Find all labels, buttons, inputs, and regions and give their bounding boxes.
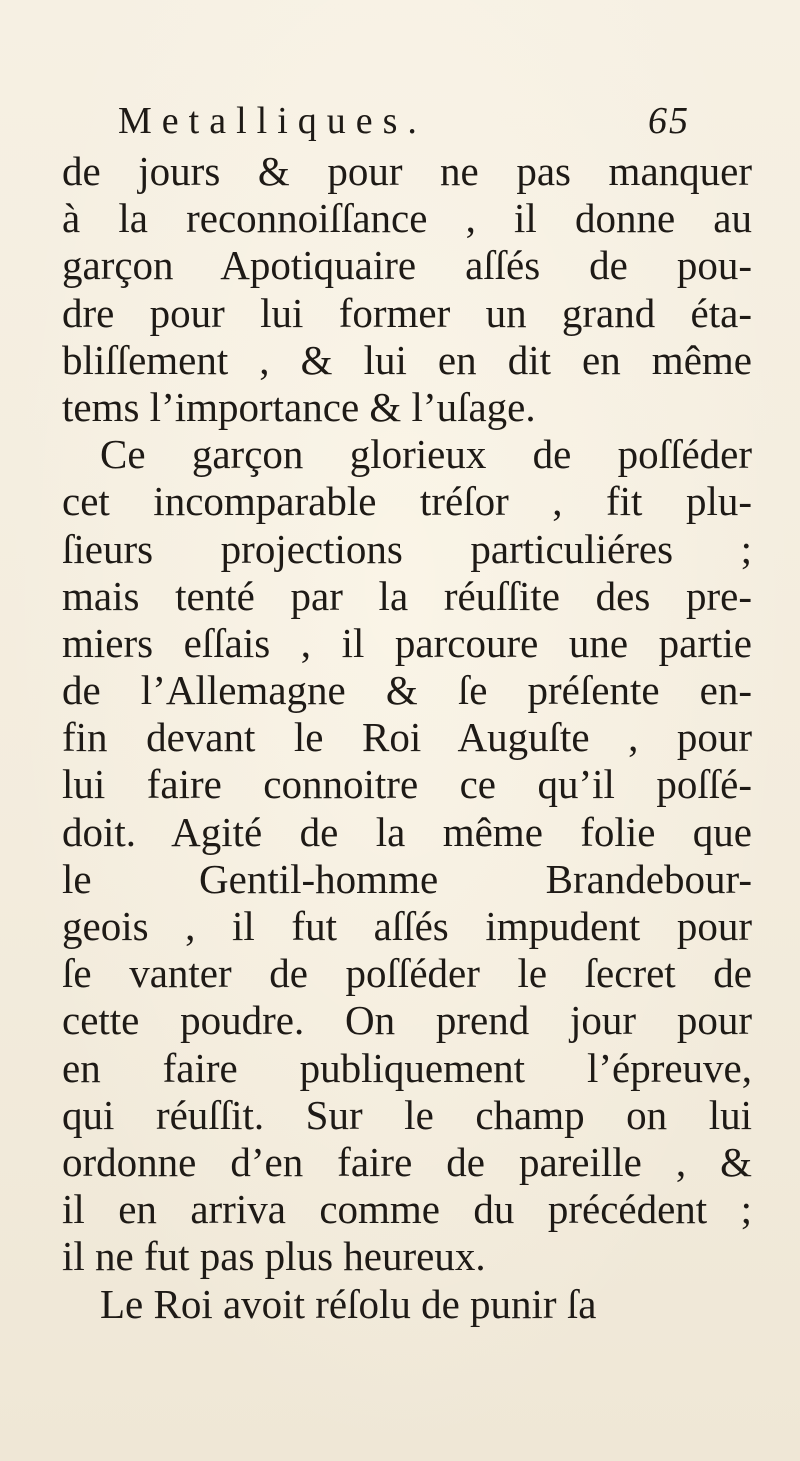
- body-text: [62, 148, 752, 1328]
- text-line: fin devant le Roi Auguſte , pour: [62, 714, 752, 761]
- text-line: à la reconnoiſſance , il donne au: [62, 195, 752, 242]
- text-line: lui faire connoitre ce qu’il poſſé-: [62, 761, 752, 808]
- text-line: mais tenté par la réuſſite des pre-: [62, 572, 752, 619]
- running-head: Metalliques.: [118, 100, 427, 142]
- text-line: miers eſſais , il parcoure une partie: [62, 619, 752, 666]
- text-line: qui réuſſit. Sur le champ on lui: [62, 1091, 752, 1138]
- text-line: en faire publiquement l’épreuve,: [62, 1044, 752, 1091]
- text-line: Ce garçon glorieux de poſſéder: [100, 431, 752, 478]
- text-line: ſe vanter de poſſéder le ſecret de: [62, 950, 752, 997]
- text-line: le Gentil-homme Brandebour-: [62, 855, 752, 902]
- text-line: Le Roi avoit réſolu de punir ſa: [100, 1280, 597, 1327]
- text-line: cette poudre. On prend jour pour: [62, 997, 752, 1044]
- text-line: dre pour lui former un grand éta-: [62, 289, 752, 336]
- text-line: de jours & pour ne pas manquer: [62, 148, 752, 194]
- text-line: doit. Agité de la même folie que: [62, 808, 752, 855]
- text-line: il ne fut pas plus heureux.: [62, 1233, 486, 1280]
- text-line: bliſſement , & lui en dit en même: [62, 336, 752, 383]
- text-line: il en arriva comme du précédent ;: [62, 1186, 752, 1233]
- text-line: geois , il fut aſſés impudent pour: [62, 903, 752, 949]
- text-line: de l’Allemagne & ſe préſente en-: [62, 667, 752, 714]
- text-line: garçon Apotiquaire aſſés de pou-: [62, 242, 752, 289]
- text-line: ordonne d’en faire de pareille , &: [62, 1138, 752, 1185]
- text-line: cet incomparable tréſor , fit plu-: [62, 478, 752, 525]
- text-line: ſieurs projections particuliéres ;: [62, 525, 752, 572]
- page-number: 65: [648, 100, 690, 142]
- text-line: tems l’importance & l’uſage.: [62, 383, 536, 430]
